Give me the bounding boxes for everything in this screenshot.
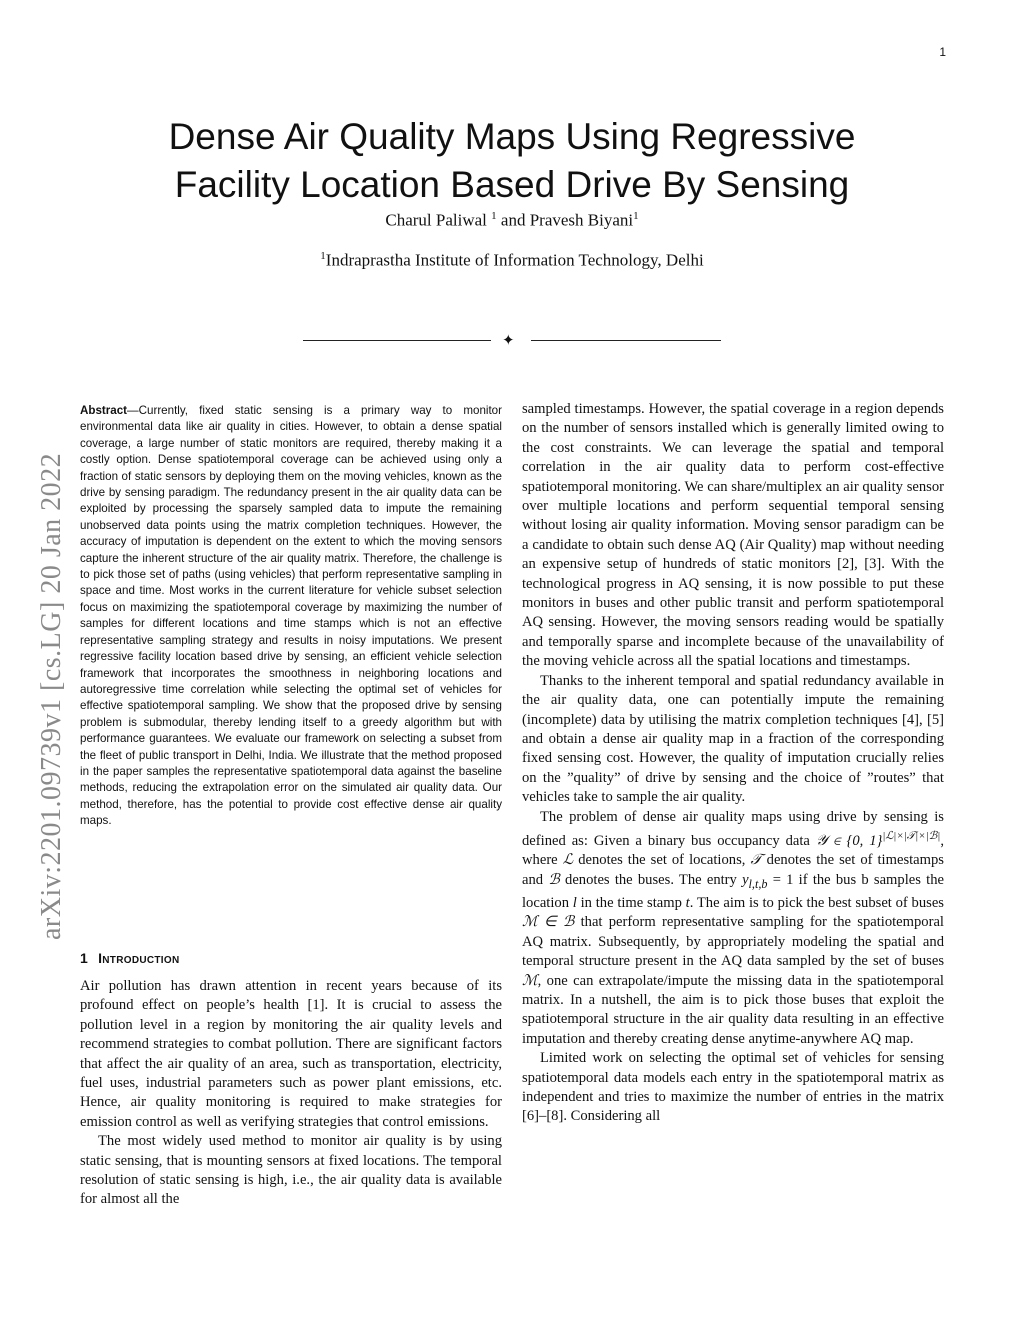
text-run: , one can extrapolate/impute the missing data in the spatiotemporal matrix. In a nutshell, the aim is to pick those buses that exploit the spatiotemporal structure in the air quality data resulting in an effective imputation and thereby creating dense anytime-anywhere AQ map. xyxy=(522,972,944,1047)
separator-line-right xyxy=(531,340,721,341)
text-run: The problem of dense air quality maps using drive by sensing is defined as: Given a binary bus occupancy data xyxy=(522,808,944,849)
abstract-label: Abstract xyxy=(80,404,128,417)
affiliation-text: Indraprastha Institute of Information Technology, Delhi xyxy=(325,250,704,270)
math-expression: ℒ xyxy=(562,852,574,869)
math-subscript: l,t,b xyxy=(748,876,768,891)
affiliation-marker: 1 xyxy=(633,210,639,222)
math-expression: y xyxy=(742,871,749,888)
paragraph: Air pollution has drawn attention in recent years because of its profound effect on people’s health [1]. It is crucial to assess the pollution level in a region by monitoring the air quality levels and recommend strategies to combat pollution. There are significant factors that affect the air quality of an area, such as transportation, electricity, fuel uses, industrial parameters such as power plant emissions, etc. Hence, air quality monitoring is required to make strategies for emission control as well as verifying strategies that control emissions. xyxy=(80,978,502,1130)
author-conjunction: and xyxy=(500,210,526,230)
affiliation-marker: 1 xyxy=(320,250,326,262)
paragraph: Limited work on selecting the optimal set of vehicles for sensing spatiotemporal data models each entry in the spatiotemporal matrix as independent and tries to maximize the number of entries in the matrix [6]–[8]. Considering all xyxy=(522,1050,944,1125)
text-run: denotes the buses. The entry xyxy=(559,871,743,888)
text-run: . The aim is to pick the best subset of buses xyxy=(689,894,944,911)
math-expression: = 1 xyxy=(767,871,794,888)
math-expression: ℳ ∈ ℬ xyxy=(522,914,575,931)
math-expression: ℳ xyxy=(522,972,538,989)
abstract-text: —Currently, fixed static sensing is a primary way to monitor environmental data like air quality in cities. However, to obtain a dense spatial coverage, a large number of static monitors are required, thereby making it a costly option. Dense spatiotemporal coverage can be achieved using only a fraction of static sensors by deploying them on the moving vehicles, known as the drive by sensing paradigm. The redundancy present in the air quality data can be exploited by processing the sparsely sampled data to impute the remaining unobserved data points using the matrix completion techniques. However, the accuracy of imputation is dependent on the extent to which the moving sensors capture the inherent structure of the air quality matrix. Therefore, the challenge is to pick those set of paths (using vehicles) that perform representative sampling in space and time. Most works in the current literature for vehicle subset selection focus on maximizing the spatiotemporal coverage by maximizing the number of samples for different locations and time stamps which is not an effective representative sampling strategy and results in noisy imputations. We present regressive facility location based drive by sensing, an efficient vehicle selection framework that incorporates the smoothness in neighboring locations and autoregressive time correlation while selecting the optimal set of vehicles for effective spatiotemporal sampling. We show that the proposed drive by sensing problem is submodular, thereby lending itself to a greedy algorithm but with performance guarantees. We evaluate our framework on selecting a subset from the fleet of public transport in Delhi, India. We illustrate that the method proposed in the paper samples the representative spatiotemporal data against the baseline methods, reducing the extrapolation error on the simulated air quality data. Our method, therefore, has the potential to provide cost effective dense air quality maps. xyxy=(80,404,502,828)
math-expression: l xyxy=(572,894,577,911)
section-title: Introduction xyxy=(98,950,180,966)
section-heading xyxy=(80,950,179,966)
left-column-body xyxy=(80,977,502,1210)
text-run: that perform representative sampling for the spatiotemporal AQ matrix. Subsequently, by appropriately modeling the spatial and temporal structure present in the AQ data sampled by the set of buses xyxy=(522,914,944,970)
author-name: Charul Paliwal xyxy=(385,210,487,230)
separator-line-left xyxy=(303,340,491,341)
right-column-body xyxy=(522,400,944,1127)
arxiv-identifier: arXiv:2201.09739v1 [cs.LG] 20 Jan 2022 xyxy=(36,452,67,940)
text-run: denotes the set of timestamps and xyxy=(522,852,944,888)
text-run: if the bus b samples the location xyxy=(522,871,944,911)
paragraph-problem-definition xyxy=(522,808,944,1050)
affiliation-marker: 1 xyxy=(491,210,497,222)
math-expression: t xyxy=(685,894,690,911)
paragraph: The most widely used method to monitor air quality is by using static sensing, that is mounting sensors at fixed locations. The temporal resolution of static sensing is high, i.e., the air quality data is available for almost all the xyxy=(80,1133,502,1208)
math-expression: 𝒯 xyxy=(750,852,762,869)
text-run: in the time stamp xyxy=(576,894,686,911)
paper-title xyxy=(100,113,924,209)
text-run: , where xyxy=(522,832,944,869)
math-expression: ℬ xyxy=(548,871,560,888)
math-expression: 𝒴 ∈ {0, 1} xyxy=(815,832,883,849)
paragraph: sampled timestamps. However, the spatial coverage in a region depends on the number of sensors installed which is generally limited owing to the cost constraints. We can leverage the spatial and temporal correlation in the air quality data to perform cost-effective spatiotemporal monitoring. We can share/multiplex an air quality sensor over multiple locations and perform sequential temporal sensing without losing air quality information. Moving sensor paradigm can be a candidate to obtain such dense AQ (Air Quality) map without needing an expensive setup of hundreds of static monitors [2], [3]. With the technological progress in AQ sensing, it is now possible to put these monitors in buses and other public transit and perform spatiotemporal AQ sensing. However, the moving sensors reading would be spatially and temporally sparse and incomplete because of the unavailability of the moving vehicle across all the spatial locations and timestamps. xyxy=(522,401,944,670)
text-run: denotes the set of locations, xyxy=(573,852,751,869)
affiliation xyxy=(100,250,924,271)
math-superscript: |ℒ|×|𝒯|×|ℬ| xyxy=(882,829,941,842)
paragraph: Thanks to the inherent temporal and spatial redundancy available in the air quality data, one can potentially impute the remaining (incomplete) data by utilising the matrix completion techniques [4], [5] and obtain a dense air quality map in a fraction of the corresponding fixed sensing cost. However, the quality of imputation crucially relies on the ”quality” of drive by sensing and the choice of ”routes” that vehicles take to sample the air quality. xyxy=(522,672,944,806)
author-list xyxy=(100,210,924,231)
author-name: Pravesh Biyani xyxy=(529,210,634,230)
diamond-separator-icon: ✦ xyxy=(502,331,515,349)
abstract xyxy=(80,403,502,830)
section-number: 1 xyxy=(80,950,89,966)
title-line-1: Dense Air Quality Maps Using Regressive xyxy=(168,115,856,157)
title-line-2: Facility Location Based Drive By Sensing xyxy=(174,163,850,205)
page-number: 1 xyxy=(939,45,946,59)
